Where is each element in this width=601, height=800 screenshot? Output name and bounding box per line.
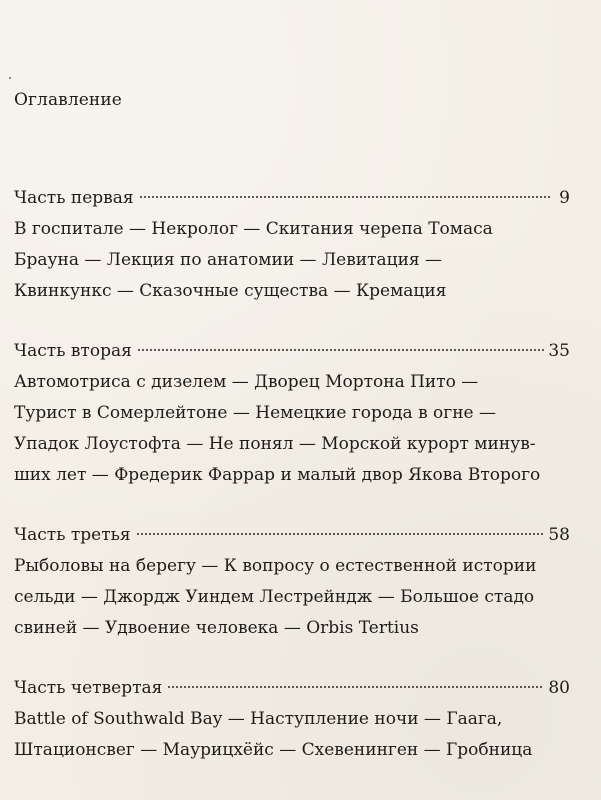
page-number: 35 bbox=[548, 341, 570, 361]
page-number: 9 bbox=[559, 188, 570, 208]
toc-section-part-4 bbox=[14, 673, 570, 766]
chapter-line: сельди — Джордж Уиндем Лестрейндж — Большое стадо bbox=[14, 587, 535, 607]
toc-section-part-3 bbox=[14, 520, 570, 644]
part-heading-row bbox=[14, 673, 570, 704]
table-of-contents bbox=[14, 183, 570, 795]
part-title: Часть четвертая bbox=[14, 678, 163, 698]
chapter-line: Квинкункс — Сказочные существа — Кремация bbox=[14, 281, 447, 301]
dot-leader bbox=[139, 193, 550, 201]
chapter-line: Battle of Southwald Bay — Наступление ночи — Гаага, bbox=[14, 709, 503, 729]
toc-section-part-2 bbox=[14, 336, 570, 491]
chapter-line: Рыболовы на берегу — К вопросу о естественной истории bbox=[14, 556, 537, 576]
chapter-line: Турист в Сомерлейтоне — Немецкие города в огне — bbox=[14, 403, 496, 423]
part-heading-row bbox=[14, 183, 570, 214]
toc-section-part-1 bbox=[14, 183, 570, 307]
chapter-line: В госпитале — Некролог — Скитания черепа Томаса bbox=[14, 219, 493, 239]
part-title: Часть вторая bbox=[14, 341, 132, 361]
page-speck bbox=[9, 77, 11, 79]
part-title: Часть третья bbox=[14, 525, 131, 545]
part-heading-row bbox=[14, 336, 570, 367]
dot-leader bbox=[167, 683, 544, 691]
chapter-line: Автомотриса с дизелем — Дворец Мортона Пито — bbox=[14, 372, 479, 392]
page-number: 80 bbox=[548, 678, 570, 698]
dot-leader bbox=[136, 530, 545, 538]
chapter-line: Штационсвег — Маурицхёйс — Схевенинген — Гробница bbox=[14, 740, 533, 760]
chapter-line: Упадок Лоустофта — Не понял — Морской курорт минув- bbox=[14, 434, 536, 454]
chapter-line: ших лет — Фредерик Фаррар и малый двор Якова Второго bbox=[14, 465, 541, 485]
chapter-line: свиней — Удвоение человека — Orbis Tertius bbox=[14, 618, 419, 638]
toc-title: Оглавление bbox=[14, 90, 122, 110]
page-number: 58 bbox=[548, 525, 570, 545]
part-heading-row bbox=[14, 520, 570, 551]
part-title: Часть первая bbox=[14, 188, 134, 208]
chapter-line: Брауна — Лекция по анатомии — Левитация — bbox=[14, 250, 443, 270]
dot-leader bbox=[137, 346, 545, 354]
